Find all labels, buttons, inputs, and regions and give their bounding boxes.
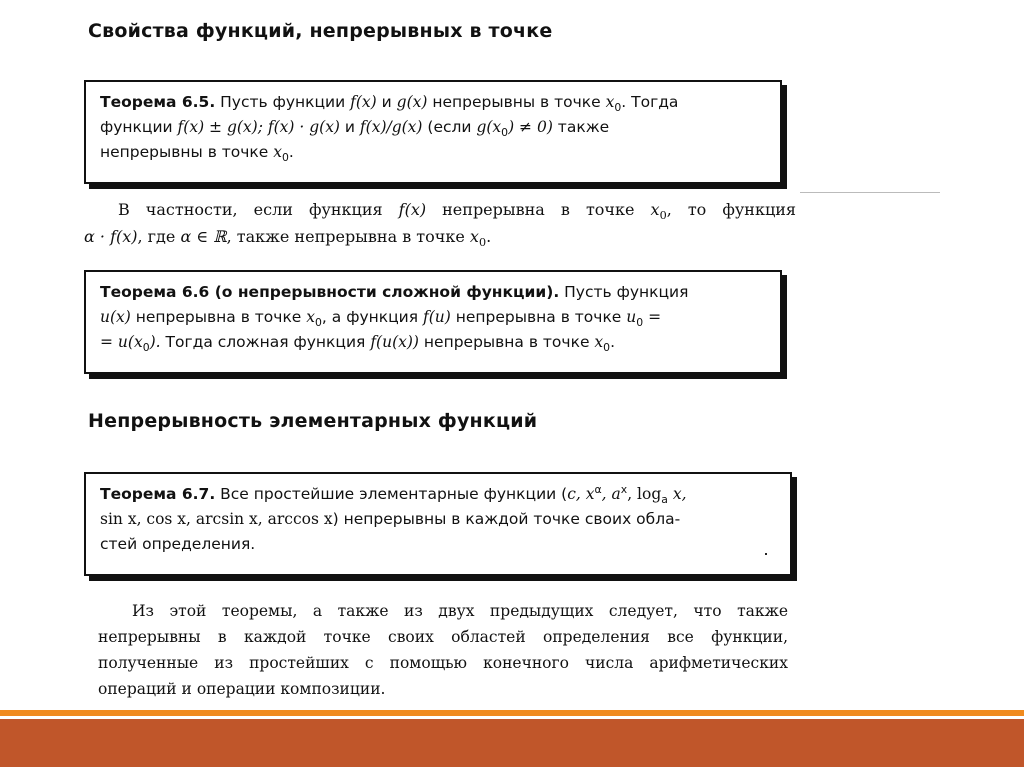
subscript: 0 (315, 316, 322, 330)
text: стей определения. (100, 535, 256, 553)
theorem-6-7-box (84, 472, 792, 576)
text: и (376, 93, 397, 111)
heading-continuity-properties: Свойства функций, непрерывных в точке (88, 20, 553, 42)
theorem-6-5-line-3 (100, 140, 766, 165)
subscript: 0 (659, 209, 667, 223)
theorem-6-6-label: Теорема 6.6 (о непрерывности сложной функции). (100, 283, 560, 301)
math-x: x (273, 143, 282, 161)
math-f-x: f(x) (350, 93, 377, 111)
stray-dot (765, 553, 767, 555)
subscript: 0 (142, 341, 150, 355)
math-f-u-x: f(u(x)) (370, 333, 419, 351)
text: и (339, 118, 360, 136)
text: ) непрерывны в каждой точке своих обла- (332, 510, 681, 528)
subscript: 0 (603, 341, 611, 355)
theorem-6-7-line-2 (100, 507, 776, 532)
text: (если (422, 118, 477, 136)
paragraph-line-2 (84, 223, 796, 250)
text: . (288, 143, 294, 161)
math-expr: g(x (476, 118, 502, 136)
math-trig-functions: sin x, cos x, arcsin x, arccos x (100, 510, 333, 528)
text: . Тогда (621, 93, 679, 111)
text: Все простейшие элементарные функции ( (215, 485, 568, 503)
math-u-x: u(x) (100, 308, 131, 326)
math-expr: ) ≠ 0) (508, 118, 553, 136)
paragraph-line-3: полученные из простейших с помощью конечного числа арифметических (98, 654, 788, 672)
text: непрерывна в точке (130, 308, 307, 326)
text: непрерывны в точке (427, 93, 606, 111)
text: Пусть функции (215, 93, 351, 111)
math-g-x: g(x) (396, 93, 428, 111)
math-f-x: f(x) (398, 200, 427, 219)
math-expr: f(x) ± g(x); f(x) · g(x) (177, 118, 340, 136)
text: , также непрерывна в точке (226, 227, 470, 246)
text: , а функция (321, 308, 423, 326)
theorem-6-6-box (84, 270, 782, 374)
theorem-6-6-line-1 (100, 280, 766, 305)
math-expr: = u(x (100, 333, 143, 351)
math-eq: = (643, 308, 662, 326)
math-x: x (469, 227, 479, 246)
paragraph-in-particular (84, 196, 796, 250)
paragraph-line-1 (84, 196, 796, 223)
subscript: 0 (636, 316, 644, 330)
theorem-6-7-line-3 (100, 532, 776, 557)
divider-line (800, 192, 940, 193)
footer-band (0, 719, 1024, 767)
theorem-6-5-line-1 (100, 90, 766, 115)
theorem-6-5-box (84, 80, 782, 184)
text: непрерывна в точке (450, 308, 627, 326)
paragraph-conclusion (98, 598, 788, 702)
paragraph-line-2: непрерывны в каждой точке своих областей определения все функции, (98, 628, 788, 646)
math-expr: α · f(x) (84, 227, 138, 246)
text: , то функция (666, 200, 797, 219)
theorem-6-7-label: Теорема 6.7. (100, 485, 216, 503)
theorem-6-6-line-3 (100, 330, 766, 355)
text: . (486, 227, 492, 246)
text: функции (100, 118, 178, 136)
text: непрерывны в точке (100, 143, 274, 161)
math-u: u (626, 308, 637, 326)
theorem-6-5-line-2 (100, 115, 766, 140)
math-x: x (605, 93, 615, 111)
subscript: a (661, 493, 668, 507)
subscript: 0 (478, 236, 487, 250)
text: также (552, 118, 610, 136)
math-f-u: f(u) (423, 308, 451, 326)
subscript: 0 (614, 101, 622, 115)
paragraph-line-1: Из этой теоремы, а также из двух предыдущих следует, что также (132, 602, 788, 620)
math-x: x (650, 200, 660, 219)
text: Пусть функция (559, 283, 689, 301)
math-log: , log (627, 485, 662, 503)
theorem-6-7-line-1 (100, 482, 776, 507)
subscript: 0 (282, 151, 289, 165)
text: . (610, 333, 615, 351)
text: , где (137, 227, 181, 246)
math-expr: c, x (567, 485, 595, 503)
math-expr: α ∈ ℝ (180, 227, 227, 246)
math-x: x (306, 308, 316, 326)
text: Тогда сложная функция (160, 333, 371, 351)
subscript: 0 (501, 126, 509, 140)
superscript: x (620, 482, 628, 496)
paragraph-line-4: операций и операции композиции. (98, 680, 386, 698)
heading-elementary-functions: Непрерывность элементарных функций (88, 410, 538, 432)
text: непрерывна в точке (418, 333, 595, 351)
math-expr: x, (667, 485, 687, 503)
math-expr: , a (601, 485, 621, 503)
theorem-6-6-line-2 (100, 305, 766, 330)
theorem-6-5-label: Теорема 6.5. (100, 93, 216, 111)
math-x: x (594, 333, 604, 351)
math-expr: f(x)/g(x) (359, 118, 423, 136)
text: В частности, если функция (118, 200, 399, 219)
math-expr: ). (149, 333, 161, 351)
text: непрерывна в точке (426, 200, 651, 219)
footer-accent-stripe (0, 710, 1024, 716)
superscript: α (594, 482, 602, 496)
